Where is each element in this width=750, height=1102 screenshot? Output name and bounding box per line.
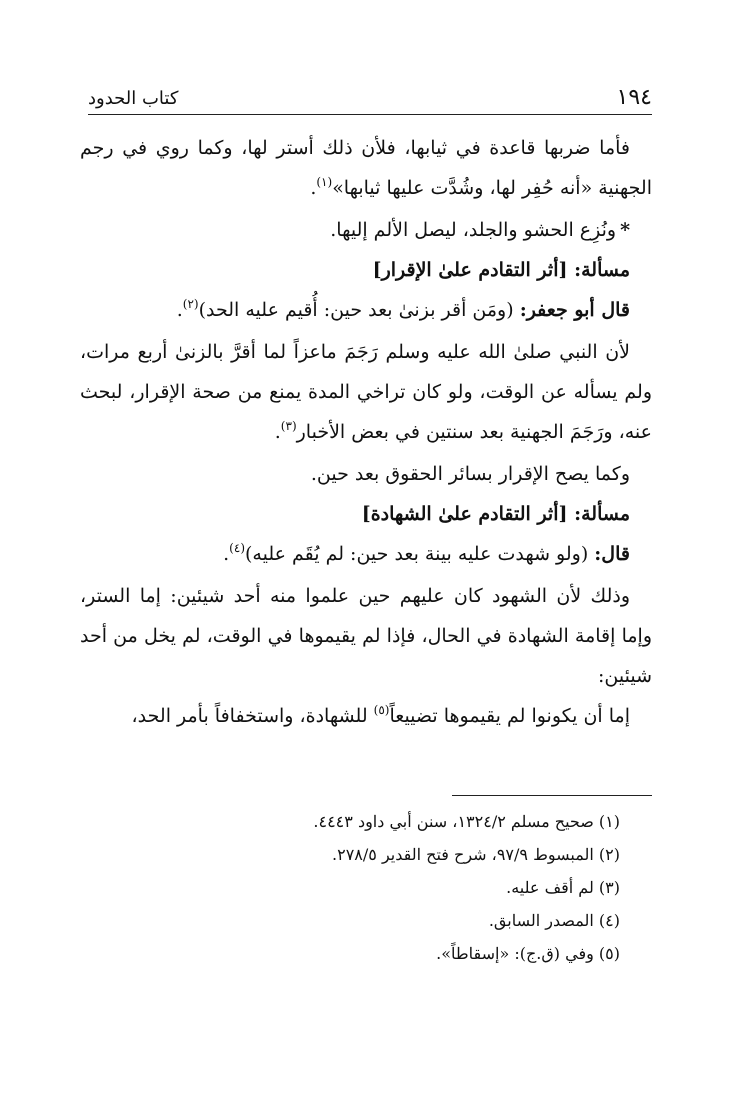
paragraph-10-text: إما أن يكونوا لم يقيموها تضييعاً xyxy=(389,705,630,727)
issue-heading-2: مسألة: [أثر التقادم علىٰ الشهادة] xyxy=(361,503,630,525)
footnote-ref-5: (٥) xyxy=(373,703,390,717)
main-text xyxy=(80,128,652,738)
speaker-label-1: قال أبو جعفر: xyxy=(519,299,630,321)
header-rule xyxy=(88,114,652,115)
footnote-ref-3: (٣) xyxy=(280,419,297,433)
footnote-item: (٥) وفي (ق.ج): «إسقاطاً». xyxy=(436,944,620,963)
paragraph-10 xyxy=(80,696,652,738)
paragraph-5-end: . xyxy=(274,421,281,443)
footnote-item: (٢) المبسوط ٩٧/٩، شرح فتح القدير ٢٧٨/٥. xyxy=(332,845,620,864)
footnote-ref-4: (٤) xyxy=(229,541,245,555)
paragraph-5 xyxy=(80,332,652,454)
paragraph-9: وذلك لأن الشهود كان عليهم حين علموا منه أحد شيئين: إما الستر، وإما إقامة الشهادة في الحال، فإذا لم يقيموها في الوقت، لم يخل من أحد شيئين: xyxy=(80,585,652,687)
paragraph-10-text-end: للشهادة، واستخفافاً بأمر الحد، xyxy=(131,705,368,727)
page-number: ١٩٤ xyxy=(616,85,652,110)
paragraph-1-end: . xyxy=(310,177,317,199)
paragraph-5-text: لأن النبي صلىٰ الله عليه وسلم رَجَمَ ماعزاً لما أقرَّ بالزنىٰ أربع مرات، ولم يسأله عن الوقت، ولو كان تراخي المدة يمنع من صحة الإقرار، لبحث عنه، ورَجَمَ الجهنية بعد سنتين في بعض الأخبار xyxy=(80,341,652,443)
footnote-item: (٣) لم أقف عليه. xyxy=(506,878,620,897)
footnotes xyxy=(120,805,620,970)
quotation-2: (ولو شهدت عليه بينة بعد حين: لم يُقَم عليه) xyxy=(245,543,589,565)
footnote-item: (٤) المصدر السابق. xyxy=(488,911,620,930)
paragraph-1-text: فأما ضربها قاعدة في ثيابها، فلأن ذلك أستر لها، وكما روي في رجم الجهنية «أنه حُفِر لها، وشُدَّت عليها ثيابها» xyxy=(80,137,652,199)
paragraph-8-end: . xyxy=(223,543,230,565)
issue-heading-1: مسألة: [أثر التقادم علىٰ الإقرار] xyxy=(372,259,630,281)
paragraph-4 xyxy=(80,290,652,332)
page-header xyxy=(88,84,652,116)
footnote-ref-1: (١) xyxy=(316,175,333,189)
running-title: كتاب الحدود xyxy=(88,88,179,109)
footnote-ref-2: (٢) xyxy=(182,297,199,311)
paragraph-8 xyxy=(80,534,652,576)
paragraph-4-end: . xyxy=(176,299,183,321)
paragraph-2-text: ونُزِع الحشو والجلد، ليصل الألم إليها. xyxy=(330,219,617,241)
paragraph-2 xyxy=(80,210,652,250)
paragraph-1 xyxy=(80,128,652,210)
footnote-item: (١) صحيح مسلم ١٣٢٤/٢، سنن أبي داود ٤٤٤٣. xyxy=(313,812,620,831)
quotation-1: (ومَن أقر بزنىٰ بعد حين: أُقيم عليه الحد) xyxy=(198,299,514,321)
speaker-label-2: قال: xyxy=(594,543,630,565)
footnote-rule xyxy=(452,795,652,796)
star-marker: * xyxy=(620,219,630,241)
paragraph-6: وكما يصح الإقرار بسائر الحقوق بعد حين. xyxy=(310,463,630,485)
